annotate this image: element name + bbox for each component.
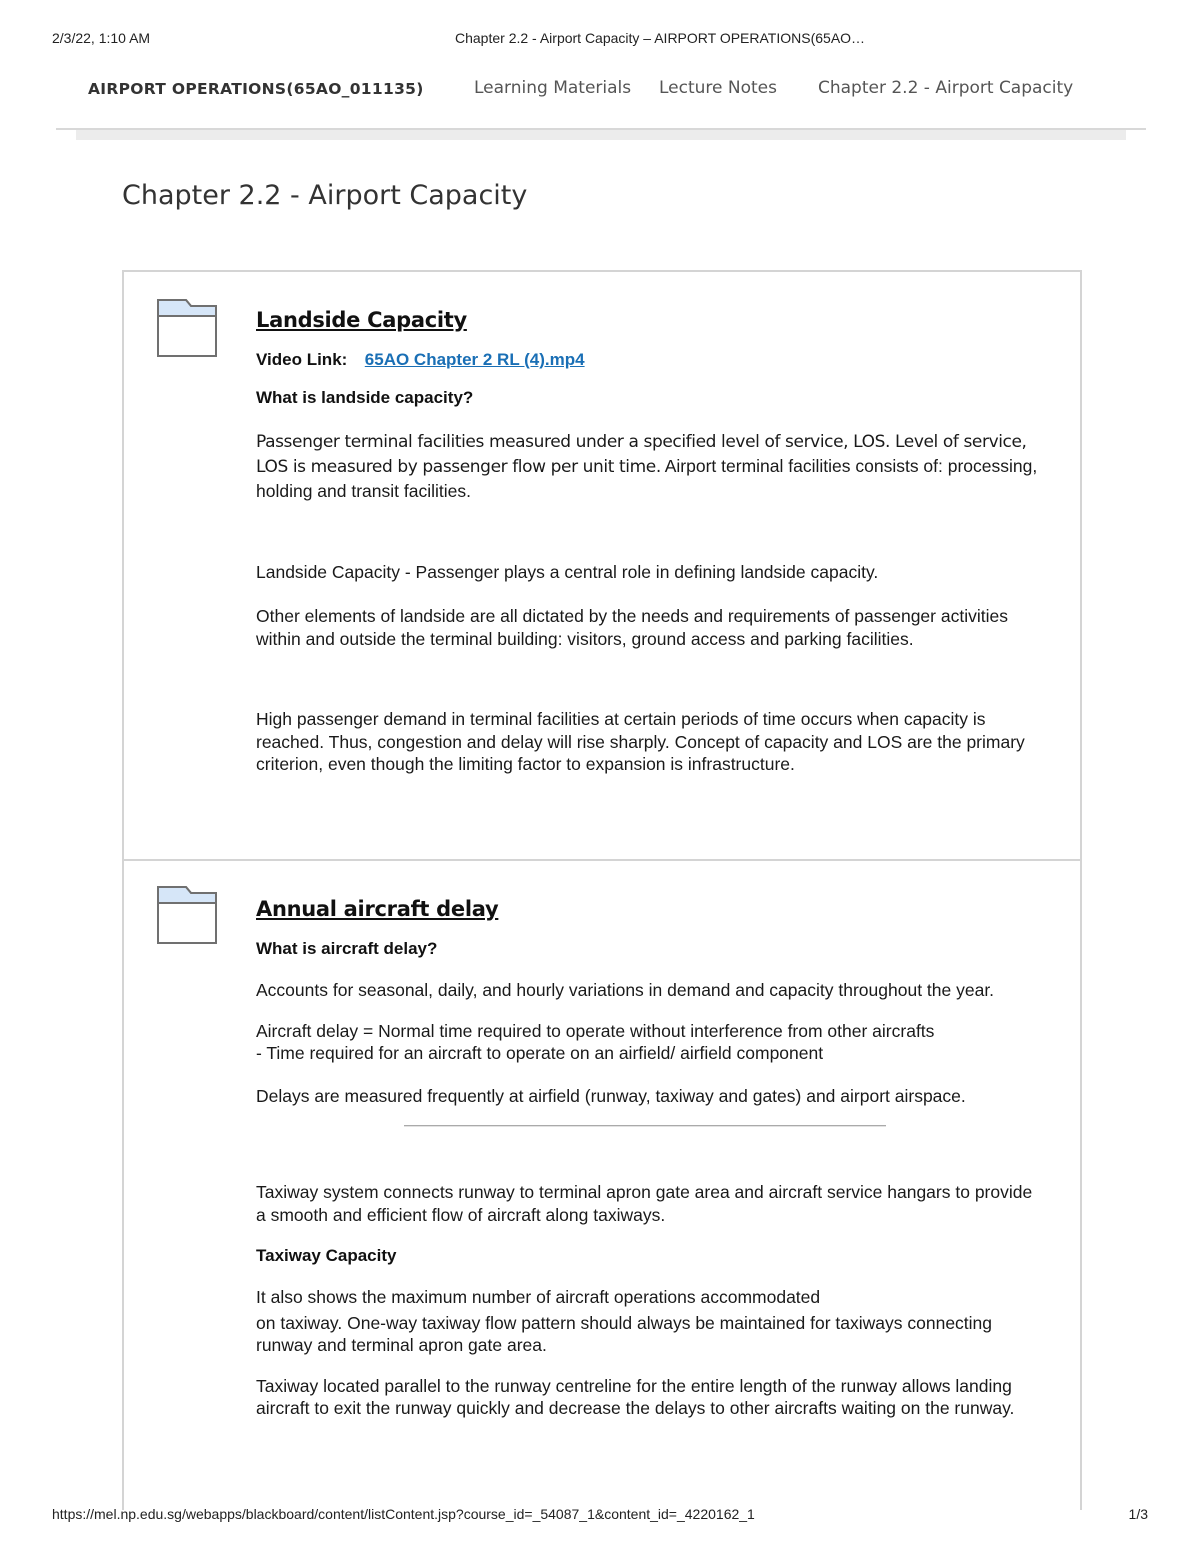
folder-icon bbox=[156, 885, 218, 945]
delay-paragraph-1: Accounts for seasonal, daily, and hourly variations in demand and capacity throughout the year. bbox=[256, 980, 995, 1000]
delay-paragraph-5 bbox=[256, 1286, 1041, 1357]
content-list bbox=[122, 270, 1082, 1510]
print-url: https://mel.np.edu.sg/webapps/blackboard/content/listContent.jsp?course_id=_54087_1&content_id=_4220162_1 bbox=[52, 1506, 755, 1522]
delay-paragraph-3: Delays are measured frequently at airfield (runway, taxiway and gates) and airport airspace. bbox=[256, 1085, 966, 1106]
paragraph-text: Passenger terminal facilities measured under a specified level of service, LOS. Level of service, LOS is measured by passenger flow per unit time. bbox=[256, 432, 1027, 477]
content-item-landside-capacity bbox=[124, 272, 1080, 861]
question-heading: What is landside capacity? bbox=[256, 388, 474, 407]
landside-paragraph-2: Landside Capacity - Passenger plays a central role in defining landside capacity. bbox=[256, 561, 879, 582]
folder-icon bbox=[156, 298, 218, 358]
taxiway-capacity-heading: Taxiway Capacity bbox=[256, 1246, 397, 1265]
print-header bbox=[0, 30, 1200, 50]
paragraph-line: It also shows the maximum number of aircraft operations accommodated bbox=[256, 1287, 821, 1307]
delay-paragraph-2 bbox=[256, 1020, 1041, 1065]
paragraph-line: - Time required for an aircraft to operate on an airfield/ airfield component bbox=[256, 1043, 824, 1063]
print-doc-title: Chapter 2.2 - Airport Capacity – AIRPORT OPERATIONS(65AO… bbox=[455, 30, 866, 46]
video-link-row bbox=[256, 350, 1041, 370]
item-title[interactable]: Annual aircraft delay bbox=[256, 897, 499, 921]
delay-paragraph-6: Taxiway located parallel to the runway centreline for the entire length of the runway allows landing aircraft to exit the runway quickly and decrease the delays to other aircrafts waiting on the runway. bbox=[256, 1375, 1015, 1418]
landside-paragraph-3: Other elements of landside are all dictated by the needs and requirements of passenger activities within and outside the terminal building: visitors, ground access and parking facilities. bbox=[256, 606, 1008, 649]
page-title: Chapter 2.2 - Airport Capacity bbox=[122, 180, 528, 211]
breadcrumb-current-page: Chapter 2.2 - Airport Capacity bbox=[818, 78, 1074, 98]
video-link-label: Video Link: bbox=[256, 350, 348, 369]
delay-paragraph-4: Taxiway system connects runway to terminal apron gate area and aircraft service hangars to provide a smooth and efficient flow of aircraft along taxiways. bbox=[256, 1182, 1033, 1225]
paragraph-text: Airport terminal facilities consists of: processing, holding and transit facilities. bbox=[256, 456, 1038, 501]
landside-paragraph-1 bbox=[256, 430, 1041, 503]
horizontal-rule bbox=[404, 1125, 886, 1127]
nav-shadow bbox=[76, 130, 1126, 140]
print-page-number: 1/3 bbox=[1128, 1506, 1148, 1522]
item-body bbox=[256, 897, 1041, 1420]
breadcrumb-lecture-notes[interactable]: Lecture Notes bbox=[659, 78, 777, 98]
paragraph-line: Aircraft delay = Normal time required to operate without interference from other aircrafts bbox=[256, 1020, 935, 1041]
content-item-annual-aircraft-delay bbox=[124, 861, 1080, 1510]
print-date: 2/3/22, 1:10 AM bbox=[52, 30, 151, 46]
breadcrumb-learning-materials[interactable]: Learning Materials bbox=[474, 78, 632, 98]
print-footer bbox=[0, 1506, 1200, 1526]
paragraph-text: on taxiway. One-way taxiway flow pattern should always be maintained for taxiways connecting runway and terminal apron gate area. bbox=[256, 1312, 993, 1355]
item-body bbox=[256, 308, 1041, 776]
question-heading: What is aircraft delay? bbox=[256, 939, 438, 958]
breadcrumb-course[interactable]: AIRPORT OPERATIONS(65AO_011135) bbox=[88, 80, 424, 98]
video-link[interactable]: 65AO Chapter 2 RL (4).mp4 bbox=[364, 350, 585, 369]
breadcrumb bbox=[88, 78, 1088, 106]
item-title[interactable]: Landside Capacity bbox=[256, 308, 467, 332]
landside-paragraph-4: High passenger demand in terminal facilities at certain periods of time occurs when capacity is reached. Thus, congestion and delay will rise sharply. Concept of capacity and LOS are the primary criterion, even though the limiting factor to expansion is infrastructure. bbox=[256, 709, 1025, 774]
